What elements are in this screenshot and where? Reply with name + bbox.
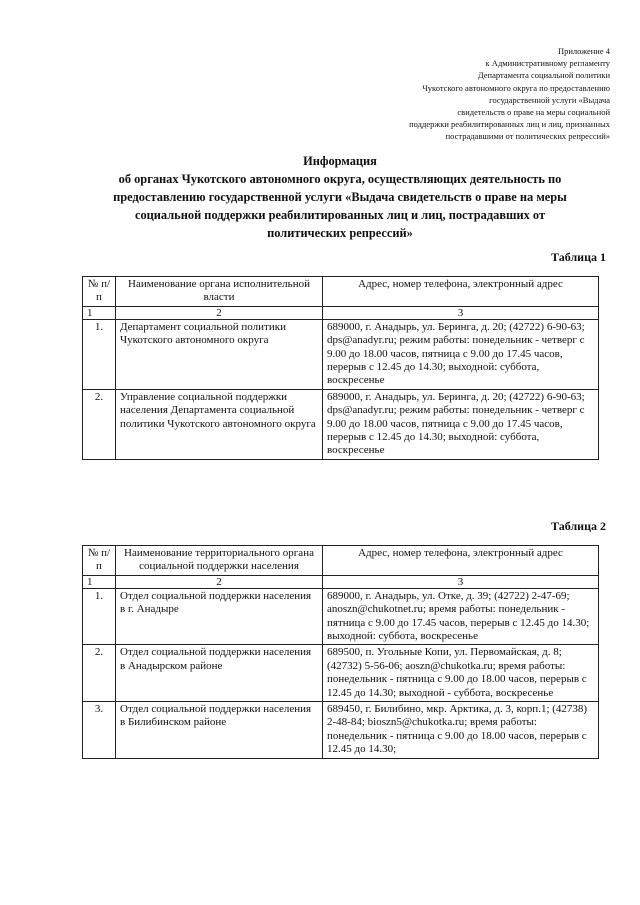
column-number-cell: 3 [323, 306, 599, 319]
address-cell: 689000, г. Анадырь, ул. Отке, д. 39; (42722) 2-47-69; anoszn@chukotnet.ru; время работы: понедельник - пятница с 9.00 до 17.45 часов, перерыв с 12.45 до 14.30; выходной: суббота, воскресенье [323, 588, 599, 645]
appendix-line: пострадавшими от политических репрессий» [445, 131, 610, 142]
address-cell: 689000, г. Анадырь, ул. Беринга, д. 20; (42722) 6-90-63; dps@anadyr.ru; режим работы: понедельник - четверг с 9.00 до 18.00 часов, пятница с 9.00 до 17.45 часов, перерыв с 12.45 до 14.30; выходной: суббота, воскресенье [323, 319, 599, 389]
table2-caption: Таблица 2 [551, 519, 606, 533]
appendix-line: Чукотского автономного округа по предоставлению [422, 82, 610, 93]
column-number-cell: 1 [83, 575, 116, 588]
organ-name-cell: Отдел социальной поддержки населения в Билибинском районе [116, 702, 323, 759]
title-line: социальной поддержки реабилитированных лиц и лиц, пострадавших от [134, 208, 546, 222]
header-cell: Наименование органа исполнительной власти [116, 277, 323, 307]
table1-caption: Таблица 1 [551, 250, 606, 264]
column-number-cell: 2 [116, 575, 323, 588]
table-row [83, 645, 599, 702]
column-number-cell: 1 [83, 306, 116, 319]
table2 [82, 545, 599, 759]
header-cell: Адрес, номер телефона, электронный адрес [323, 277, 599, 307]
organ-name-cell: Департамент социальной политики Чукотского автономного округа [116, 319, 323, 389]
table-row [83, 319, 599, 389]
header-cell: Адрес, номер телефона, электронный адрес [323, 546, 599, 576]
appendix-line: Приложение 4 [558, 46, 610, 56]
header-cell: № п/п [83, 277, 116, 307]
column-number-cell: 3 [323, 575, 599, 588]
document-title [60, 152, 620, 242]
header-cell: Наименование территориального органа социальной поддержки населения [116, 546, 323, 576]
appendix-note [310, 45, 610, 143]
appendix-line: поддержки реабилитированных лиц и лиц, признанных [409, 119, 610, 130]
row-number-cell: 2. [83, 389, 116, 459]
column-number-row [83, 306, 599, 319]
column-number-cell: 2 [116, 306, 323, 319]
table-row [83, 588, 599, 645]
table-row [83, 389, 599, 459]
row-number-cell: 1. [83, 319, 116, 389]
row-number-cell: 1. [83, 588, 116, 645]
title-line: предоставлению государственной услуги «Выдача свидетельств о праве на меры [113, 190, 567, 204]
row-number-cell: 3. [83, 702, 116, 759]
table-row [83, 702, 599, 759]
title-line: политических репрессий» [267, 226, 413, 240]
address-cell: 689000, г. Анадырь, ул. Беринга, д. 20; (42722) 6-90-63; dps@anadyr.ru; режим работы: понедельник - четверг с 9.00 до 18.00 часов, пятница с 9.00 до 17.45 часов, перерыв с 12.45 до 14.30; выходной: суббота, воскресенье [323, 389, 599, 459]
address-cell: 689450, г. Билибино, мкр. Арктика, д. 3, корп.1; (42738) 2-48-84; bioszn5@chukotka.ru; время работы: понедельник - пятница с 9.00 до 18.00 часов, перерыв с 12.45 до 14.30; [323, 702, 599, 759]
title-line: об органах Чукотского автономного округа, осуществляющих деятельность по [118, 172, 562, 186]
table1 [82, 276, 599, 460]
appendix-line: к Административному регламенту [485, 58, 610, 69]
row-number-cell: 2. [83, 645, 116, 702]
organ-name-cell: Отдел социальной поддержки населения в Анадырском районе [116, 645, 323, 702]
appendix-line: Департамента социальной политики [477, 70, 610, 81]
column-number-row [83, 575, 599, 588]
title-line: Информация [303, 154, 377, 168]
organ-name-cell: Управление социальной поддержки населения Департамента социальной политики Чукотского автономного округа [116, 389, 323, 459]
table-header-row [83, 277, 599, 307]
header-cell: № п/п [83, 546, 116, 576]
organ-name-cell: Отдел социальной поддержки населения в г. Анадыре [116, 588, 323, 645]
address-cell: 689500, п. Угольные Копи, ул. Первомайская, д. 8; (42732) 5-56-06; aoszn@chukotka.ru; время работы: понедельник - пятница с 9.00 до 18.00 часов, перерыв с 12.45 до 14.30; выходной - суббота, воскресенье [323, 645, 599, 702]
table-header-row [83, 546, 599, 576]
appendix-line: свидетельств о праве на меры социальной [457, 107, 610, 118]
appendix-line: государственной услуги «Выдача [489, 94, 610, 105]
